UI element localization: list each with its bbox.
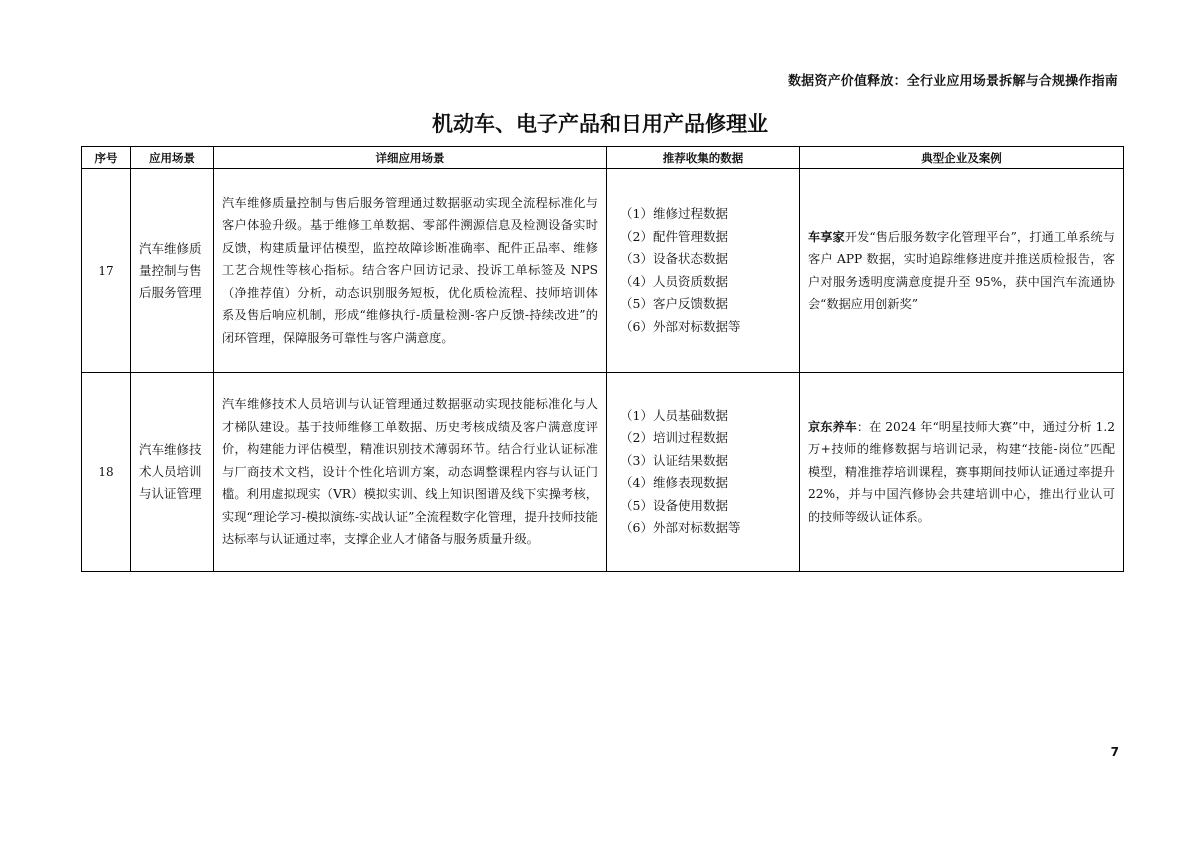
case-text: ：在 2024 年“明星技师大赛”中，通过分析 1.2 万+技师的维修数据与培训记录，构建“技能-岗位”匹配模型，精准推荐培训课程，赛事期间技师认证通过率提升 22%，并与中国汽修协会共建培训中心，推出行业认可的技师等级认证体系。 [808, 419, 1116, 524]
recommended-data [607, 373, 800, 572]
case-cell [800, 373, 1124, 572]
list-item: （1）人员基础数据 [620, 407, 728, 423]
company-name: 京东养车 [808, 419, 857, 434]
case-cell [800, 169, 1124, 373]
list-item: （3）认证结果数据 [620, 452, 728, 468]
list-item: （5）客户反馈数据 [620, 296, 728, 311]
application-table [81, 146, 1124, 572]
header-no: 序号 [82, 147, 131, 169]
recommended-data [607, 169, 800, 373]
table-row [82, 373, 1124, 572]
list-item: （6）外部对标数据等 [620, 520, 741, 535]
list-item: （3）设备状态数据 [620, 251, 728, 266]
list-item: （5）设备使用数据 [620, 497, 728, 513]
table-header-row [82, 147, 1124, 169]
list-item: （4）维修表现数据 [620, 475, 728, 490]
header-case: 典型企业及案例 [800, 147, 1124, 169]
running-header: 数据资产价值释放：全行业应用场景拆解与合规操作指南 [787, 74, 1118, 89]
header-detail: 详细应用场景 [214, 147, 607, 169]
application-scene: 汽车维修技术人员培训与认证管理 [131, 373, 214, 572]
page-title: 机动车、电子产品和日用产品修理业 [432, 112, 768, 136]
list-item: （4）人员资质数据 [620, 273, 728, 289]
list-item: （2）配件管理数据 [620, 228, 728, 244]
page-number: 7 [1110, 745, 1119, 759]
data-list [620, 203, 791, 338]
list-item: （2）培训过程数据 [620, 430, 728, 445]
table-row [82, 169, 1124, 373]
detail-scene: 汽车维修技术人员培训与认证管理通过数据驱动实现技能标准化与人才梯队建设。基于技师维修工单数据、历史考核成绩及客户满意度评价，构建能力评估模型，精准识别技术薄弱环节。结合行业认证标准与厂商技术文档，设计个性化培训方案，动态调整课程内容与认证门槛。利用虚拟现实（VR）模拟实训、线上知识图谱及线下实操考核，实现“理论学习-模拟演练-实战认证”全流程数字化管理，提升技师技能达标率与认证通过率，支撑企业人才储备与服务质量升级。 [214, 373, 607, 572]
case-text: 开发“售后服务数字化管理平台”，打通工单系统与客户 APP 数据，实时追踪维修进度并推送质检报告，客户对服务透明度满意度提升至 95%，获中国汽车流通协会“数据应用创新奖” [808, 229, 1115, 311]
list-item: （1）维修过程数据 [620, 206, 728, 221]
header-scene: 应用场景 [131, 147, 214, 169]
row-number: 18 [82, 373, 131, 572]
header-data: 推荐收集的数据 [607, 147, 800, 169]
detail-scene: 汽车维修质量控制与售后服务管理通过数据驱动实现全流程标准化与客户体验升级。基于维修工单数据、零部件溯源信息及检测设备实时反馈，构建质量评估模型，监控故障诊断准确率、配件正品率、维修工艺合规性等核心指标。结合客户回访记录、投诉工单标签及 NPS（净推荐值）分析，动态识别服务短板，优化质检流程、技师培训体系及售后响应机制，形成“维修执行-质量检测-客户反馈-持续改进”的闭环管理，保障服务可靠性与客户满意度。 [214, 169, 607, 373]
row-number: 17 [82, 169, 131, 373]
company-name: 车享家 [808, 229, 845, 244]
data-list [620, 405, 791, 540]
application-scene: 汽车维修质量控制与售后服务管理 [131, 169, 214, 373]
list-item: （6）外部对标数据等 [620, 318, 741, 334]
